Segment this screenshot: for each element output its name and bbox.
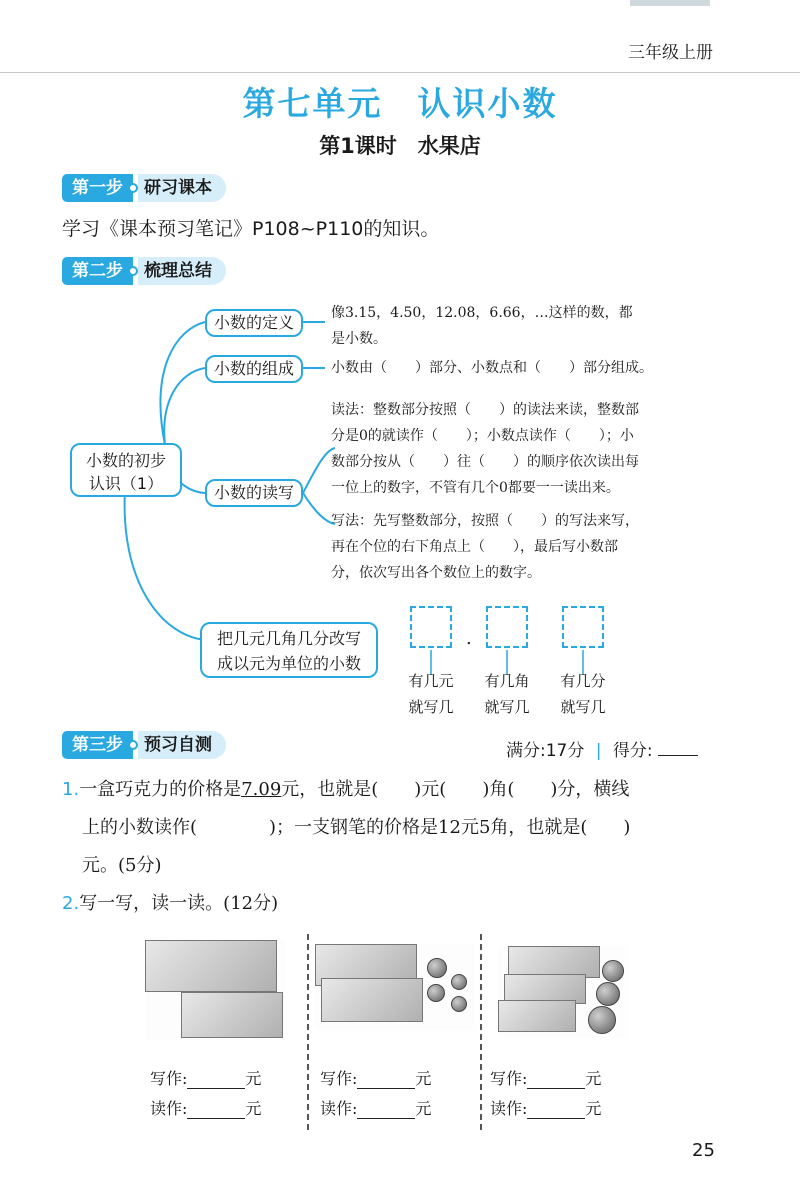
unit-yuan: 元 [585,1099,602,1118]
fen-digit-label [548,668,618,720]
writing-line1: 写法：先写整数部分，按照（ ）的写法来写， [331,513,639,529]
center-node-line1: 小数的初步 [85,451,166,470]
reading-rule-text [331,397,639,501]
column-divider [480,934,482,1130]
writing-rule-text [331,508,639,586]
read-label: 读作: [150,1099,188,1118]
step3-name: 预习自测 [138,731,226,759]
definition-line1: 像3.15，4.50，12.08，6.66，…这样的数，都 [331,305,633,321]
score-separator: | [595,741,602,761]
answer-block-1 [150,1064,261,1124]
read-blank-3[interactable] [527,1100,585,1119]
jiao-digit-box[interactable] [486,606,528,648]
step2-header [62,257,226,285]
coin-icon [427,958,447,978]
coin-icon [427,984,445,1002]
unit-title: 第七单元 认识小数 [242,84,558,123]
question2-line [62,886,278,922]
coin-icon [451,996,467,1012]
read-blank-2[interactable] [357,1100,415,1119]
yuan-label-line1: 有几元 [408,672,454,690]
jiao-label-line1: 有几角 [484,672,530,690]
yuan-digit-box[interactable] [410,606,452,648]
definition-text [331,300,633,352]
one-yuan-note-icon [321,978,423,1022]
node-decimal-definition: 小数的定义 [205,309,303,337]
yuan-digit-label [396,668,466,720]
conversion-line1: 把几元几角几分改写 [216,629,361,648]
coin-icon [602,960,624,982]
read-label: 读作: [320,1099,358,1118]
unit-yuan: 元 [415,1099,432,1118]
fen-digit-box[interactable] [562,606,604,648]
column-divider [307,934,309,1130]
header-decoration [630,0,710,6]
unit-yuan: 元 [415,1069,432,1088]
reading-line4: 一位上的数字，不管有几个0都要一一读出来。 [331,480,620,496]
page-number: 25 [692,1140,715,1161]
one-jiao-note-icon [498,1000,576,1032]
mindmap-center-node [70,443,182,497]
step2-tag: 第二步 [62,257,133,285]
read-blank-1[interactable] [187,1100,245,1119]
twenty-yuan-note-icon [145,940,277,992]
fen-label-line1: 有几分 [560,672,606,690]
step2-dot-icon [128,266,138,276]
node-yuan-conversion [200,622,378,678]
reading-line3: 数部分按从（ ）往（ ）的顺序依次读出每 [331,454,639,470]
header-divider [0,72,800,73]
question1-line3: 元。(5分) [82,855,162,876]
question2-number: 2. [62,893,80,914]
question1-text-a: 一盒巧克力的价格是 [79,779,242,800]
question1-line2: 上的小数读作( )；一支钢笔的价格是12元5角，也就是( ) [82,817,631,838]
step3-dot-icon [128,740,138,750]
decimal-point: . [466,628,472,649]
question2-text: 写一写，读一读。(12分) [79,893,279,914]
fen-label-line2: 就写几 [560,698,606,716]
jiao-digit-label [472,668,542,720]
reading-line1: 读法：整数部分按照（ ）的读法来读，整数部 [331,402,639,418]
unit-yuan: 元 [245,1099,262,1118]
composition-text: 小数由（ ）部分、小数点和（ ）部分组成。 [331,360,653,376]
write-blank-1[interactable] [187,1070,245,1089]
question1-number: 1. [62,779,80,800]
node-decimal-read-write: 小数的读写 [205,479,303,507]
unit-yuan: 元 [585,1069,602,1088]
step3-header [62,731,226,759]
full-score: 满分:17分 [506,741,585,761]
write-label: 写作: [320,1069,358,1088]
money-image-2 [315,944,475,1030]
coin-icon [588,1006,616,1034]
score-blank[interactable] [658,755,698,756]
question1-text-b: 元，也就是( )元( )角( )分，横线 [281,779,630,800]
step1-dot-icon [128,183,138,193]
step1-name: 研习课本 [138,174,226,202]
score-label: 得分: [612,741,653,761]
question1-line1 [62,772,629,808]
node-decimal-composition: 小数的组成 [205,355,303,383]
write-label: 写作: [490,1069,528,1088]
step3-tag: 第三步 [62,731,133,759]
five-jiao-note-icon [181,992,283,1038]
money-image-1 [145,940,285,1040]
yuan-label-line2: 就写几 [408,698,454,716]
writing-line2: 再在个位的右下角点上（ ），最后写小数部 [331,539,618,555]
step1-text: 学习《课本预习笔记》P108~P110的知识。 [62,218,440,240]
definition-line2: 是小数。 [331,331,387,347]
coin-icon [596,982,620,1006]
coin-icon [451,974,467,990]
write-label: 写作: [150,1069,188,1088]
write-blank-3[interactable] [527,1070,585,1089]
write-blank-2[interactable] [357,1070,415,1089]
money-image-3 [498,946,628,1038]
grade-label: 三年级上册 [628,43,713,63]
step1-tag: 第一步 [62,174,133,202]
writing-line3: 分，依次写出各个数位上的数字。 [331,565,541,581]
reading-line2: 分是0的就读作（ ）；小数点读作（ ）；小 [331,428,634,444]
score-box [506,736,698,761]
unit-yuan: 元 [245,1069,262,1088]
jiao-label-line2: 就写几 [484,698,530,716]
lesson-title: 第1课时 水果店 [319,134,481,158]
answer-block-3 [490,1064,601,1124]
center-node-line2: 认识（1） [88,474,164,493]
answer-block-2 [320,1064,431,1124]
question1-price: 7.09 [241,779,282,800]
read-label: 读作: [490,1099,528,1118]
conversion-line2: 成以元为单位的小数 [216,654,361,673]
step1-header [62,174,226,202]
step2-name: 梳理总结 [138,257,226,285]
